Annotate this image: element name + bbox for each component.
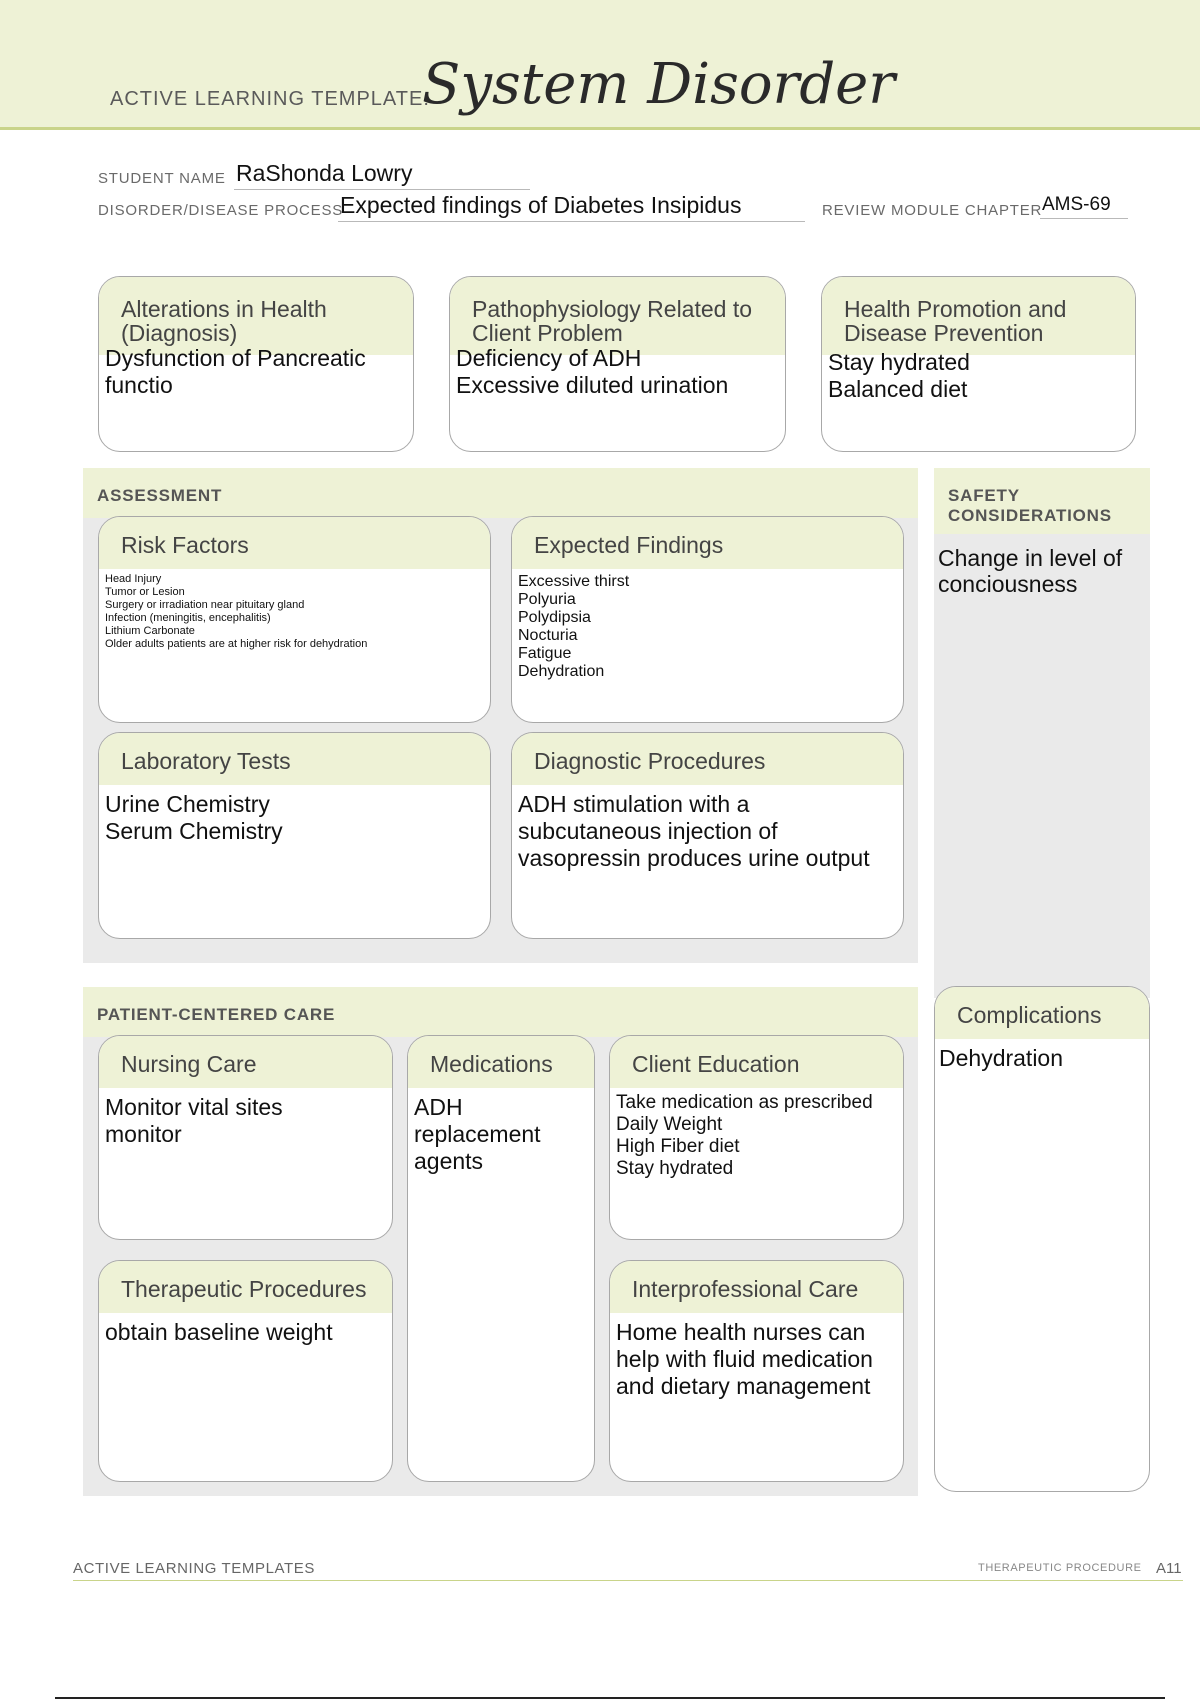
footer-rule (73, 1580, 1183, 1581)
therapeutic-procedures-box (98, 1260, 393, 1482)
expected-findings-title: Expected Findings (512, 517, 903, 569)
safety-content (938, 545, 1122, 597)
diagnostic-procedure-item: vasopressin produces urine output (518, 845, 870, 871)
laboratory-test-item: Urine Chemistry (105, 791, 270, 817)
medication-item: agents (414, 1148, 484, 1174)
chapter-label: REVIEW MODULE CHAPTER (822, 202, 1043, 219)
template-label: ACTIVE LEARNING TEMPLATE: (110, 88, 430, 110)
risk-factors-content (99, 569, 490, 651)
safety-section-title (934, 468, 1150, 534)
risk-factor-item: Infection (meningitis, encephalitis) (105, 612, 271, 624)
health-promotion-box (821, 276, 1136, 452)
disorder-field[interactable]: Expected findings of Diabetes Insipidus (338, 192, 805, 222)
expected-finding-item: Polydipsia (518, 609, 591, 626)
risk-factor-item: Tumor or Lesion (105, 586, 185, 598)
bottom-rule (55, 1697, 1165, 1699)
health-promotion-line: Stay hydrated (828, 349, 970, 375)
risk-factors-box (98, 516, 491, 723)
expected-finding-item: Polyuria (518, 591, 576, 608)
diagnostic-procedures-title: Diagnostic Procedures (512, 733, 903, 785)
therapeutic-procedure-item: obtain baseline weight (105, 1319, 333, 1345)
risk-factor-item: Head Injury (105, 573, 162, 585)
pathophysiology-box (449, 276, 786, 452)
header-band (0, 0, 1200, 130)
therapeutic-procedures-content (99, 1313, 392, 1346)
nursing-care-item: monitor (105, 1121, 182, 1147)
expected-findings-content (512, 569, 903, 681)
client-education-title: Client Education (610, 1036, 903, 1088)
medication-item: replacement (414, 1121, 541, 1147)
nursing-care-title: Nursing Care (99, 1036, 392, 1088)
expected-finding-item: Dehydration (518, 663, 605, 680)
expected-finding-item: Fatigue (518, 645, 572, 662)
risk-factor-item: Older adults patients are at higher risk for dehydration (105, 638, 368, 650)
client-education-item: High Fiber diet (616, 1136, 740, 1157)
alterations-line: Dysfunction of Pancreatic (105, 345, 366, 371)
client-education-item: Daily Weight (616, 1114, 723, 1135)
diagnostic-procedures-box (511, 732, 904, 939)
student-name-label: STUDENT NAME (98, 170, 226, 187)
pathophysiology-content (450, 339, 785, 399)
laboratory-tests-title: Laboratory Tests (99, 733, 490, 785)
diagnostic-procedure-item: subcutaneous injection of (518, 818, 778, 844)
therapeutic-procedures-title: Therapeutic Procedures (99, 1261, 392, 1313)
interprofessional-care-item: help with fluid medication (616, 1346, 873, 1372)
pathophysiology-title-line: Pathophysiology Related (472, 296, 727, 322)
diagnostic-procedure-item: ADH stimulation with a (518, 791, 750, 817)
nursing-care-content (99, 1088, 392, 1148)
medications-box (407, 1035, 595, 1482)
health-promotion-line: Balanced diet (828, 376, 968, 402)
interprofessional-care-item: and dietary management (616, 1373, 871, 1399)
safety-title-line: CONSIDERATIONS (948, 506, 1112, 525)
interprofessional-care-content (610, 1313, 903, 1400)
risk-factor-item: Surgery or irradiation near pituitary gland (105, 599, 305, 611)
health-promotion-title-line: Health Promotion and (844, 296, 1067, 322)
expected-finding-item: Excessive thirst (518, 573, 630, 590)
diagnostic-procedures-content (512, 785, 903, 872)
client-education-box (609, 1035, 904, 1240)
expected-finding-item: Nocturia (518, 627, 578, 644)
expected-findings-box (511, 516, 904, 723)
medications-title: Medications (408, 1036, 594, 1088)
chapter-field[interactable]: AMS-69 (1040, 194, 1128, 219)
client-education-content (610, 1088, 903, 1180)
student-name-field[interactable]: RaShonda Lowry (234, 160, 530, 190)
health-promotion-title-line: Disease Prevention (844, 320, 1044, 346)
alterations-content (99, 339, 413, 399)
interprofessional-care-item: Home health nurses can (616, 1319, 866, 1345)
laboratory-test-item: Serum Chemistry (105, 818, 283, 844)
risk-factors-title: Risk Factors (99, 517, 490, 569)
nursing-care-item: Monitor vital sites (105, 1094, 283, 1120)
safety-title-line: SAFETY (948, 486, 1020, 505)
alterations-box (98, 276, 414, 452)
alterations-title-line: Alterations in (121, 296, 254, 322)
page-title: System Disorder (422, 52, 896, 117)
safety-line: Change in level of (938, 545, 1123, 571)
nursing-care-box (98, 1035, 393, 1240)
pathophysiology-title-line: to Client Problem (472, 296, 753, 346)
pathophysiology-line: Deficiency of ADH (456, 345, 642, 371)
disorder-label: DISORDER/DISEASE PROCESS (98, 202, 344, 219)
safety-line: conciousness (938, 571, 1078, 597)
interprofessional-care-box (609, 1260, 904, 1482)
footer-right-label: THERAPEUTIC PROCEDURE (978, 1562, 1142, 1574)
page-number: A11 (1156, 1560, 1182, 1577)
client-education-item: Stay hydrated (616, 1158, 734, 1179)
assessment-section-title: ASSESSMENT (83, 468, 918, 518)
medications-content (408, 1088, 594, 1175)
alterations-line: functio (105, 372, 173, 398)
patient-care-section-title: PATIENT-CENTERED CARE (83, 987, 918, 1037)
complications-content (935, 1039, 1149, 1072)
laboratory-tests-content (99, 785, 490, 845)
pathophysiology-line: Excessive diluted urination (456, 372, 729, 398)
medication-item: ADH (414, 1094, 463, 1120)
health-promotion-content (822, 343, 1135, 403)
complications-title: Complications (935, 987, 1149, 1039)
risk-factor-item: Lithium Carbonate (105, 625, 195, 637)
client-education-item: Take medication as prescribed (616, 1092, 873, 1113)
footer-left-label: ACTIVE LEARNING TEMPLATES (73, 1560, 315, 1577)
interprofessional-care-title: Interprofessional Care (610, 1261, 903, 1313)
laboratory-tests-box (98, 732, 491, 939)
complication-item: Dehydration (939, 1045, 1064, 1071)
alterations-title-line: Health (Diagnosis) (121, 296, 327, 346)
complications-box (934, 986, 1150, 1492)
